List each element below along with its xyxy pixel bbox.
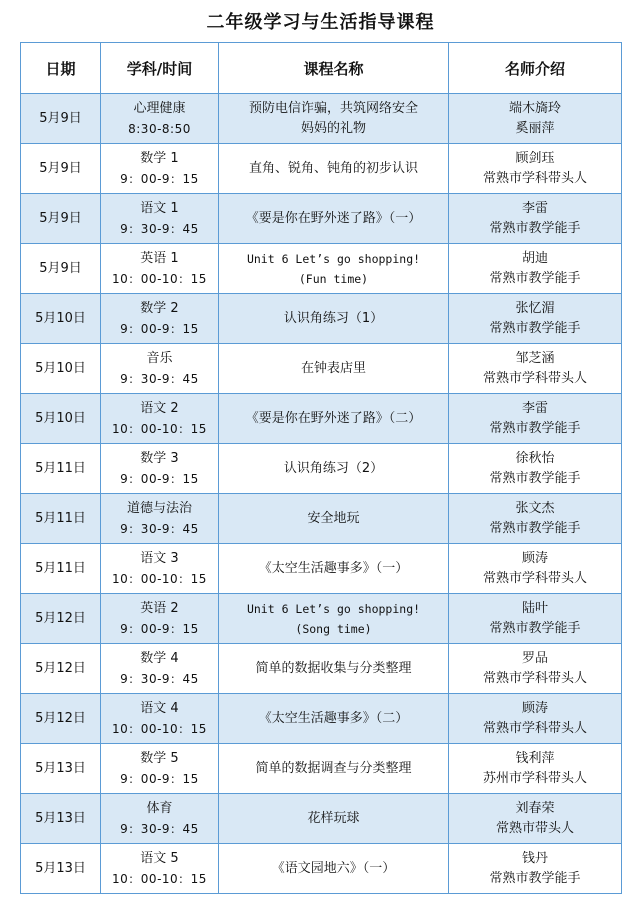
date-text: 5月12日 (35, 660, 86, 676)
subject-text: 心理健康 (133, 100, 186, 116)
date-cell (21, 844, 101, 894)
date-text: 5月9日 (39, 110, 82, 126)
course-line-2: (Song time) (295, 621, 372, 636)
teacher-title: 常熟市教学能手 (489, 320, 581, 336)
teacher-name: 李雷 (521, 200, 548, 216)
subject-time-cell (101, 694, 219, 744)
header-row (21, 43, 622, 94)
table-row (21, 294, 622, 344)
course-cell (219, 144, 449, 194)
teacher-name: 胡迪 (521, 250, 548, 266)
time-text: 8:30-8:50 (128, 121, 191, 136)
table-row (21, 694, 622, 744)
course-cell (219, 794, 449, 844)
subject-time-cell (101, 344, 219, 394)
date-text: 5月12日 (35, 710, 86, 726)
subject-text: 体育 (146, 800, 173, 816)
teacher-title: 常熟市教学能手 (489, 620, 581, 636)
teacher-cell (449, 594, 622, 644)
subject-time-cell (101, 94, 219, 144)
time-text: 10：00-10：15 (112, 571, 207, 586)
teacher-title: 常熟市学科带头人 (482, 670, 587, 686)
date-cell (21, 394, 101, 444)
course-cell (219, 244, 449, 294)
subject-text: 数学 3 (140, 450, 179, 466)
page-title: 二年级学习与生活指导课程 (206, 12, 435, 33)
teacher-title: 常熟市教学能手 (489, 220, 581, 236)
header-date: 日期 (21, 43, 101, 94)
course-line-1: 《太空生活趣事多》（一） (258, 560, 409, 576)
date-cell (21, 194, 101, 244)
time-text: 9：00-9：15 (120, 321, 199, 336)
date-cell (21, 94, 101, 144)
time-text: 9：30-9：45 (120, 821, 199, 836)
subject-time-cell (101, 844, 219, 894)
teacher-cell (449, 94, 622, 144)
subject-time-cell (101, 594, 219, 644)
date-cell (21, 744, 101, 794)
course-line-1: Unit 6 Let’s go shopping! (246, 251, 421, 266)
course-cell (219, 844, 449, 894)
teacher-name: 徐秋怡 (515, 450, 555, 466)
date-cell (21, 144, 101, 194)
course-line-1: 《语文园地六》（一） (271, 860, 396, 876)
teacher-cell (449, 844, 622, 894)
course-cell (219, 294, 449, 344)
date-cell (21, 244, 101, 294)
subject-text: 语文 4 (140, 700, 179, 716)
table-row (21, 394, 622, 444)
subject-text: 语文 2 (140, 400, 179, 416)
date-text: 5月11日 (35, 510, 86, 526)
teacher-title: 常熟市学科带头人 (482, 570, 587, 586)
course-cell (219, 594, 449, 644)
course-cell (219, 744, 449, 794)
subject-time-cell (101, 544, 219, 594)
course-line-1: 认识角练习（2） (283, 460, 384, 476)
table-row (21, 344, 622, 394)
header-subject-time: 学科/时间 (101, 43, 219, 94)
course-cell (219, 544, 449, 594)
course-line-1: 《太空生活趣事多》（二） (258, 710, 409, 726)
subject-text: 语文 5 (140, 850, 179, 866)
course-cell (219, 444, 449, 494)
course-line-1: 预防电信诈骗，共筑网络安全 (248, 100, 418, 116)
time-text: 9：30-9：45 (120, 521, 199, 536)
table-row (21, 94, 622, 144)
course-line-1: 认识角练习（1） (283, 310, 384, 326)
subject-text: 数学 4 (140, 650, 179, 666)
teacher-cell (449, 744, 622, 794)
table-row (21, 194, 622, 244)
course-line-1: 安全地玩 (307, 510, 360, 526)
teacher-title: 常熟市教学能手 (489, 270, 581, 286)
time-text: 10：00-10：15 (112, 421, 207, 436)
teacher-name: 张文杰 (515, 500, 555, 516)
teacher-name: 顾剑珏 (515, 150, 555, 166)
course-cell (219, 194, 449, 244)
date-text: 5月9日 (39, 260, 82, 276)
date-cell (21, 694, 101, 744)
teacher-title: 苏州市学科带头人 (482, 770, 587, 786)
time-text: 9：00-9：15 (120, 771, 199, 786)
teacher-title: 常熟市教学能手 (489, 420, 581, 436)
subject-text: 语文 1 (140, 200, 179, 216)
date-cell (21, 644, 101, 694)
course-line-1: 《要是你在野外迷了路》（二） (245, 410, 422, 426)
subject-text: 数学 2 (140, 300, 179, 316)
time-text: 9：00-9：15 (120, 171, 199, 186)
table-row (21, 594, 622, 644)
date-text: 5月9日 (39, 210, 82, 226)
course-line-1: 简单的数据调查与分类整理 (255, 760, 412, 776)
subject-time-cell (101, 394, 219, 444)
teacher-title: 常熟市教学能手 (489, 520, 581, 536)
course-line-1: Unit 6 Let’s go shopping! (246, 601, 421, 616)
time-text: 10：00-10：15 (112, 871, 207, 886)
teacher-title: 常熟市教学能手 (489, 470, 581, 486)
teacher-name: 端木旖玲 (508, 100, 561, 116)
table-row (21, 144, 622, 194)
date-cell (21, 344, 101, 394)
table-row (21, 444, 622, 494)
course-line-1: 直角、锐角、钝角的初步认识 (248, 160, 418, 176)
course-line-2: 妈妈的礼物 (300, 120, 366, 136)
course-line-1: 《要是你在野外迷了路》（一） (245, 210, 422, 226)
subject-time-cell (101, 244, 219, 294)
date-cell (21, 444, 101, 494)
teacher-cell (449, 444, 622, 494)
subject-time-cell (101, 194, 219, 244)
teacher-title: 常熟市教学能手 (489, 870, 581, 886)
course-line-1: 在钟表店里 (300, 360, 366, 376)
course-cell (219, 644, 449, 694)
date-text: 5月13日 (35, 860, 86, 876)
subject-text: 语文 3 (140, 550, 179, 566)
teacher-cell (449, 144, 622, 194)
teacher-name: 钱丹 (521, 850, 548, 866)
table-row (21, 244, 622, 294)
header-teacher: 名师介绍 (449, 43, 622, 94)
teacher-cell (449, 344, 622, 394)
course-cell (219, 344, 449, 394)
teacher-cell (449, 194, 622, 244)
date-text: 5月9日 (39, 160, 82, 176)
date-cell (21, 494, 101, 544)
table-row (21, 494, 622, 544)
table-row (21, 644, 622, 694)
date-text: 5月13日 (35, 760, 86, 776)
date-text: 5月10日 (35, 410, 86, 426)
date-cell (21, 544, 101, 594)
teacher-cell (449, 694, 622, 744)
time-text: 9：30-9：45 (120, 371, 199, 386)
time-text: 9：30-9：45 (120, 221, 199, 236)
teacher-name: 刘春荣 (515, 800, 555, 816)
course-line-1: 花样玩球 (307, 810, 360, 826)
teacher-name: 钱利萍 (515, 750, 555, 766)
schedule-table (20, 42, 622, 894)
date-text: 5月12日 (35, 610, 86, 626)
date-cell (21, 794, 101, 844)
table-row (21, 544, 622, 594)
teacher-title: 常熟市学科带头人 (482, 720, 587, 736)
subject-text: 英语 1 (140, 250, 179, 266)
teacher-title: 奚丽萍 (515, 120, 555, 136)
subject-text: 数学 1 (140, 150, 179, 166)
time-text: 9：30-9：45 (120, 671, 199, 686)
date-text: 5月10日 (35, 310, 86, 326)
teacher-name: 顾涛 (521, 700, 548, 716)
teacher-name: 罗品 (521, 650, 548, 666)
date-text: 5月10日 (35, 360, 86, 376)
subject-time-cell (101, 794, 219, 844)
subject-time-cell (101, 644, 219, 694)
teacher-cell (449, 244, 622, 294)
table-row (21, 844, 622, 894)
date-text: 5月13日 (35, 810, 86, 826)
subject-time-cell (101, 494, 219, 544)
course-cell (219, 94, 449, 144)
table-row (21, 744, 622, 794)
course-line-1: 简单的数据收集与分类整理 (255, 660, 412, 676)
teacher-cell (449, 794, 622, 844)
course-line-2: (Fun time) (298, 271, 369, 286)
header-course-name: 课程名称 (219, 43, 449, 94)
time-text: 9：00-9：15 (120, 621, 199, 636)
teacher-name: 顾涛 (521, 550, 548, 566)
teacher-title: 常熟市学科带头人 (482, 370, 587, 386)
course-cell (219, 694, 449, 744)
subject-time-cell (101, 294, 219, 344)
teacher-cell (449, 294, 622, 344)
teacher-title: 常熟市带头人 (495, 820, 574, 836)
subject-time-cell (101, 144, 219, 194)
time-text: 10：00-10：15 (112, 271, 207, 286)
teacher-cell (449, 644, 622, 694)
teacher-name: 张忆湄 (515, 300, 555, 316)
teacher-name: 邹芝涵 (515, 350, 555, 366)
teacher-name: 陆叶 (521, 600, 548, 616)
date-cell (21, 594, 101, 644)
subject-time-cell (101, 444, 219, 494)
subject-time-cell (101, 744, 219, 794)
course-cell (219, 494, 449, 544)
subject-text: 道德与法治 (126, 500, 192, 516)
subject-text: 英语 2 (140, 600, 179, 616)
subject-text: 数学 5 (140, 750, 179, 766)
date-text: 5月11日 (35, 560, 86, 576)
subject-text: 音乐 (146, 350, 173, 366)
teacher-cell (449, 394, 622, 444)
teacher-cell (449, 544, 622, 594)
teacher-cell (449, 494, 622, 544)
date-cell (21, 294, 101, 344)
table-row (21, 794, 622, 844)
date-text: 5月11日 (35, 460, 86, 476)
time-text: 10：00-10：15 (112, 721, 207, 736)
course-cell (219, 394, 449, 444)
teacher-title: 常熟市学科带头人 (482, 170, 587, 186)
teacher-name: 李雷 (521, 400, 548, 416)
time-text: 9：00-9：15 (120, 471, 199, 486)
